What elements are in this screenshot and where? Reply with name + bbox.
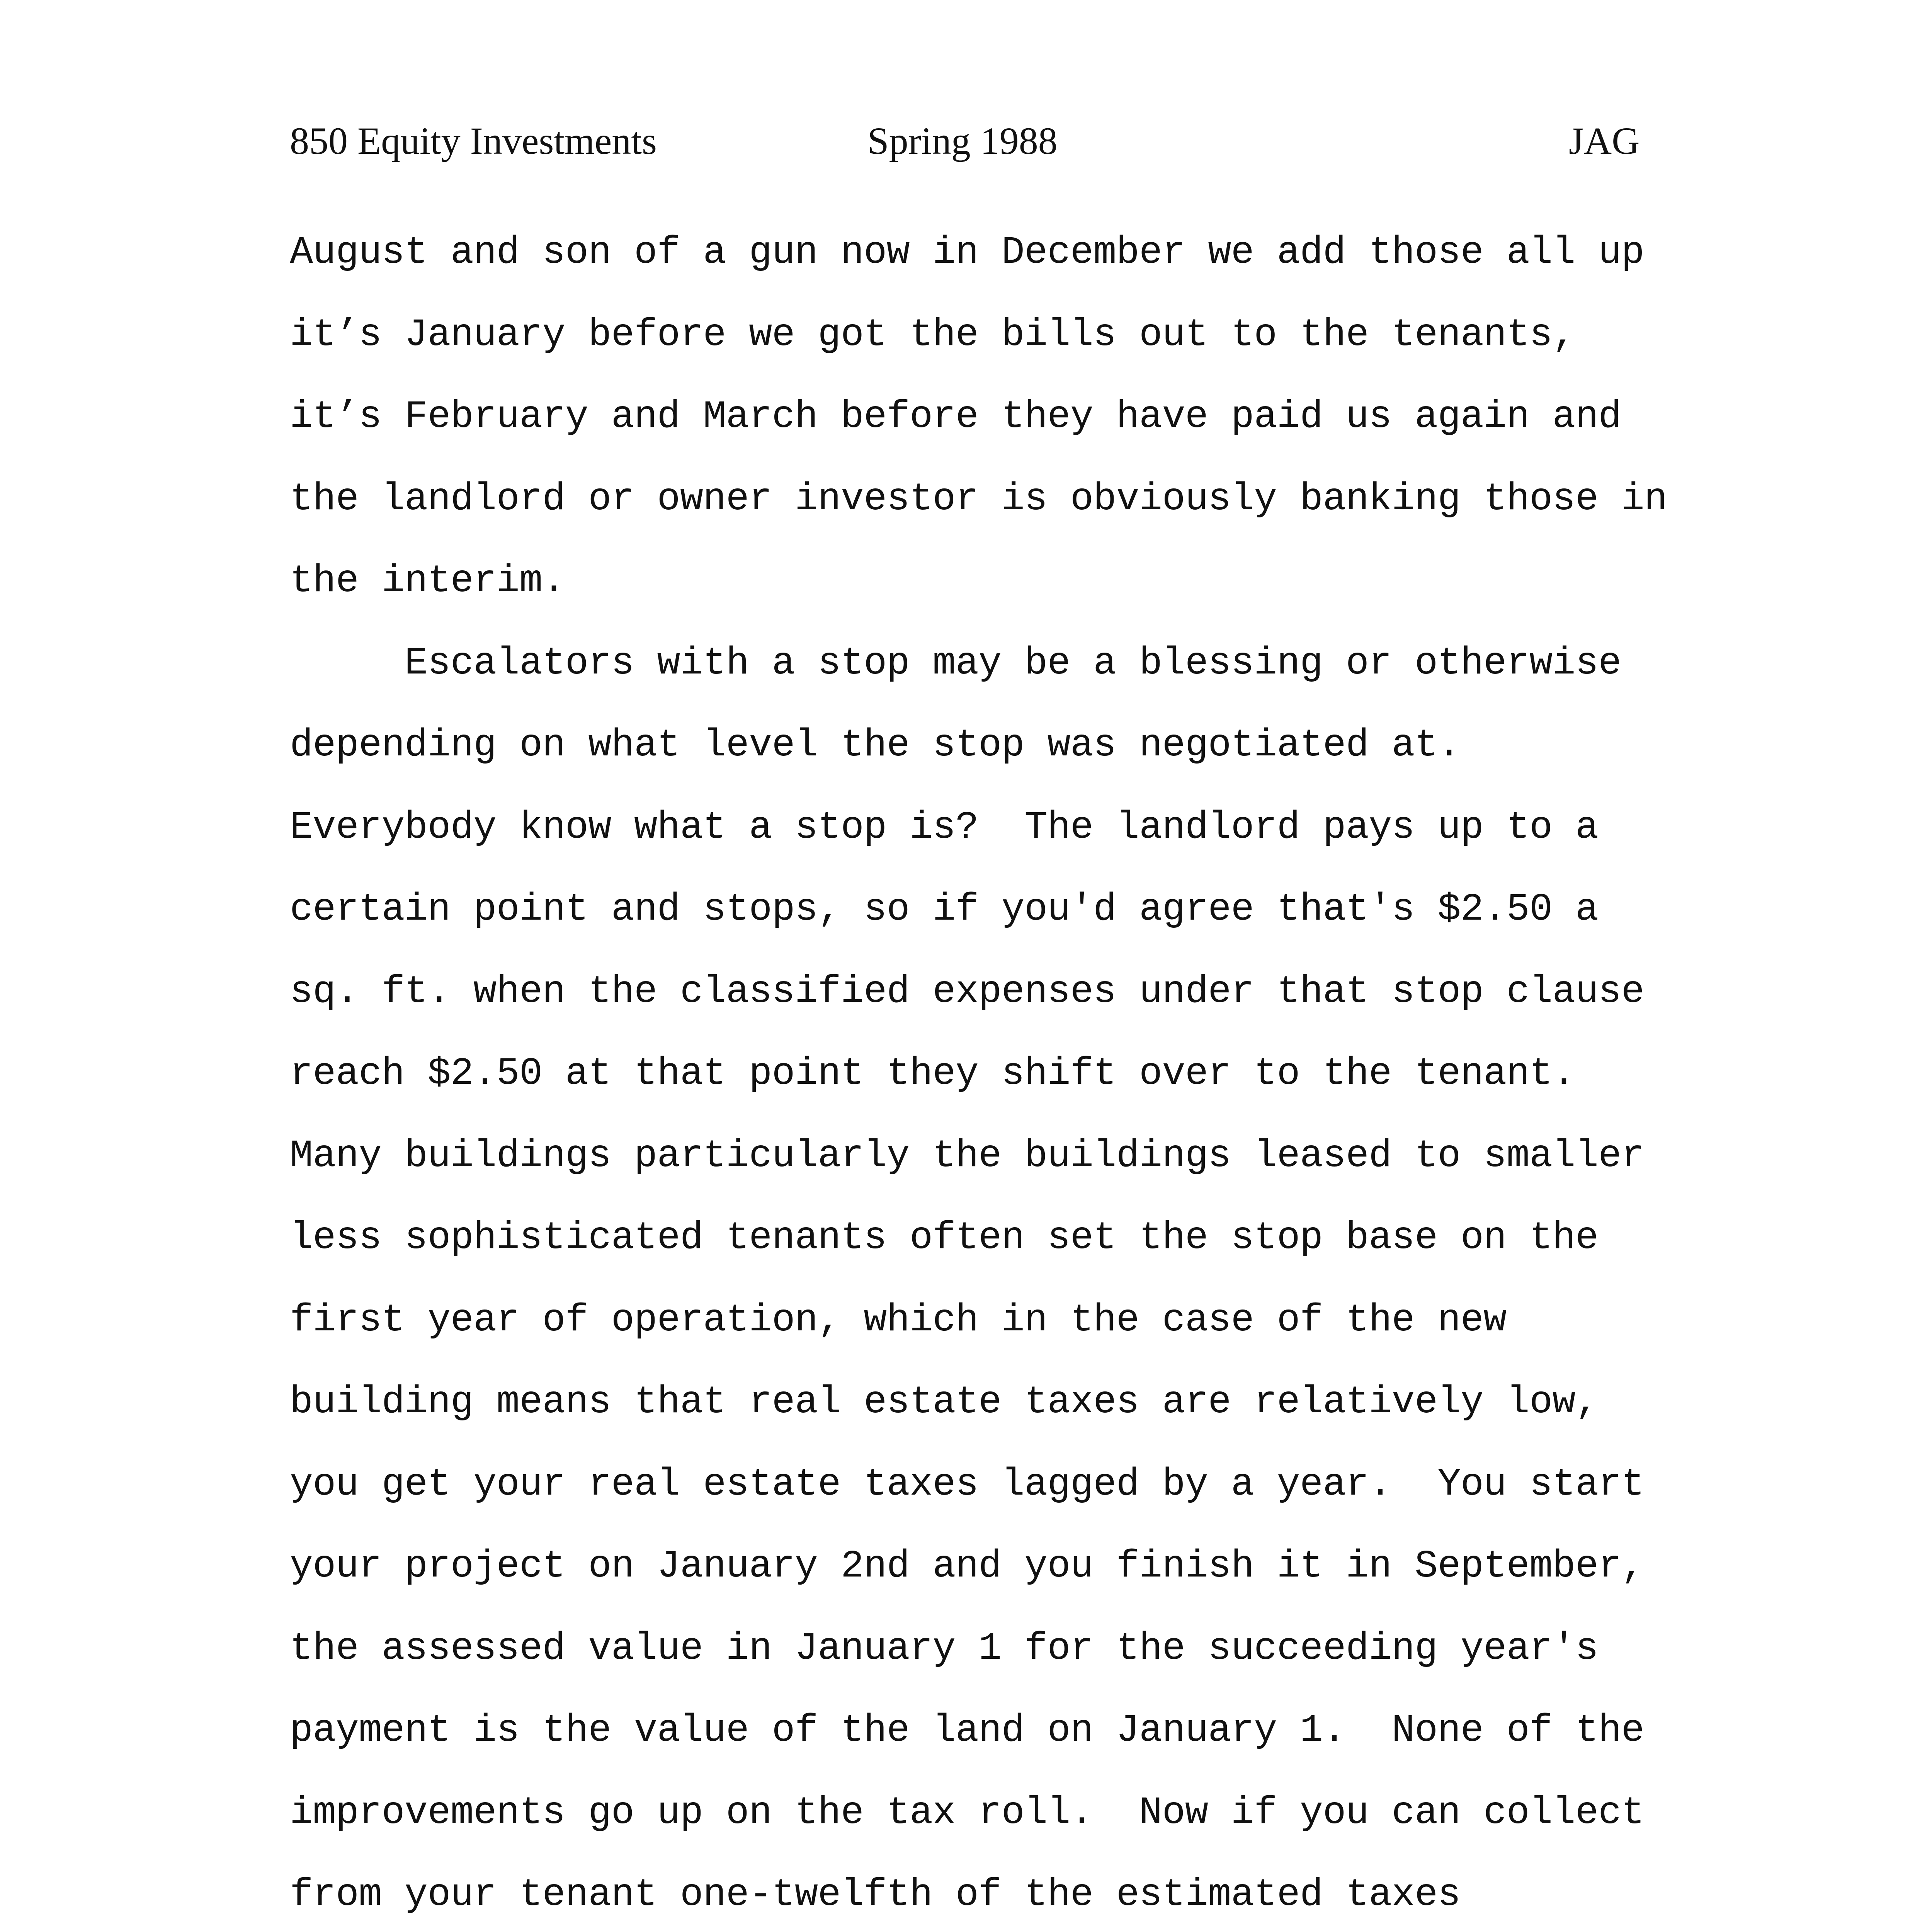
text-line: improvements go up on the tax roll. Now if you can collect: [290, 1791, 1645, 1835]
text-line: from your tenant one-twelfth of the estimated taxes: [290, 1873, 1461, 1917]
text-line: Escalators with a stop may be a blessing or otherwise: [290, 641, 1621, 685]
text-line: August and son of a gun now in December we add those all up: [290, 231, 1645, 275]
text-line: the interim.: [290, 560, 565, 603]
transcript-body: [290, 224, 1913, 1932]
text-line: sq. ft. when the classified expenses under that stop clause: [290, 970, 1645, 1014]
text-line: Everybody know what a stop is? The landlord pays up to a: [290, 806, 1599, 850]
header-course-title: 850 Equity Investments: [290, 119, 657, 162]
text-line: building means that real estate taxes are relatively low,: [290, 1381, 1599, 1424]
header-initials: JAG: [1569, 119, 1640, 162]
text-line: depending on what level the stop was negotiated at.: [290, 724, 1461, 767]
text-line: reach $2.50 at that point they shift over to the tenant.: [290, 1052, 1575, 1096]
text-line: it’s February and March before they have paid us again and: [290, 395, 1621, 439]
text-line: it’s January before we got the bills out to the tenants,: [290, 313, 1575, 357]
text-line: certain point and stops, so if you'd agree that's $2.50 a: [290, 888, 1599, 932]
text-line: less sophisticated tenants often set the stop base on the: [290, 1216, 1599, 1260]
text-line: the assessed value in January 1 for the succeeding year's: [290, 1627, 1599, 1671]
page-header: [0, 112, 1932, 170]
header-term: Spring 1988: [867, 119, 1058, 162]
text-line: first year of operation, which in the case of the new: [290, 1298, 1507, 1342]
text-line: Many buildings particularly the buildings leased to smaller: [290, 1134, 1645, 1178]
text-line: the landlord or owner investor is obviously banking those in: [290, 477, 1667, 521]
text-line: you get your real estate taxes lagged by a year. You start: [290, 1463, 1645, 1507]
text-line: your project on January 2nd and you finish it in September,: [290, 1545, 1645, 1588]
text-line: payment is the value of the land on January 1. None of the: [290, 1709, 1645, 1753]
